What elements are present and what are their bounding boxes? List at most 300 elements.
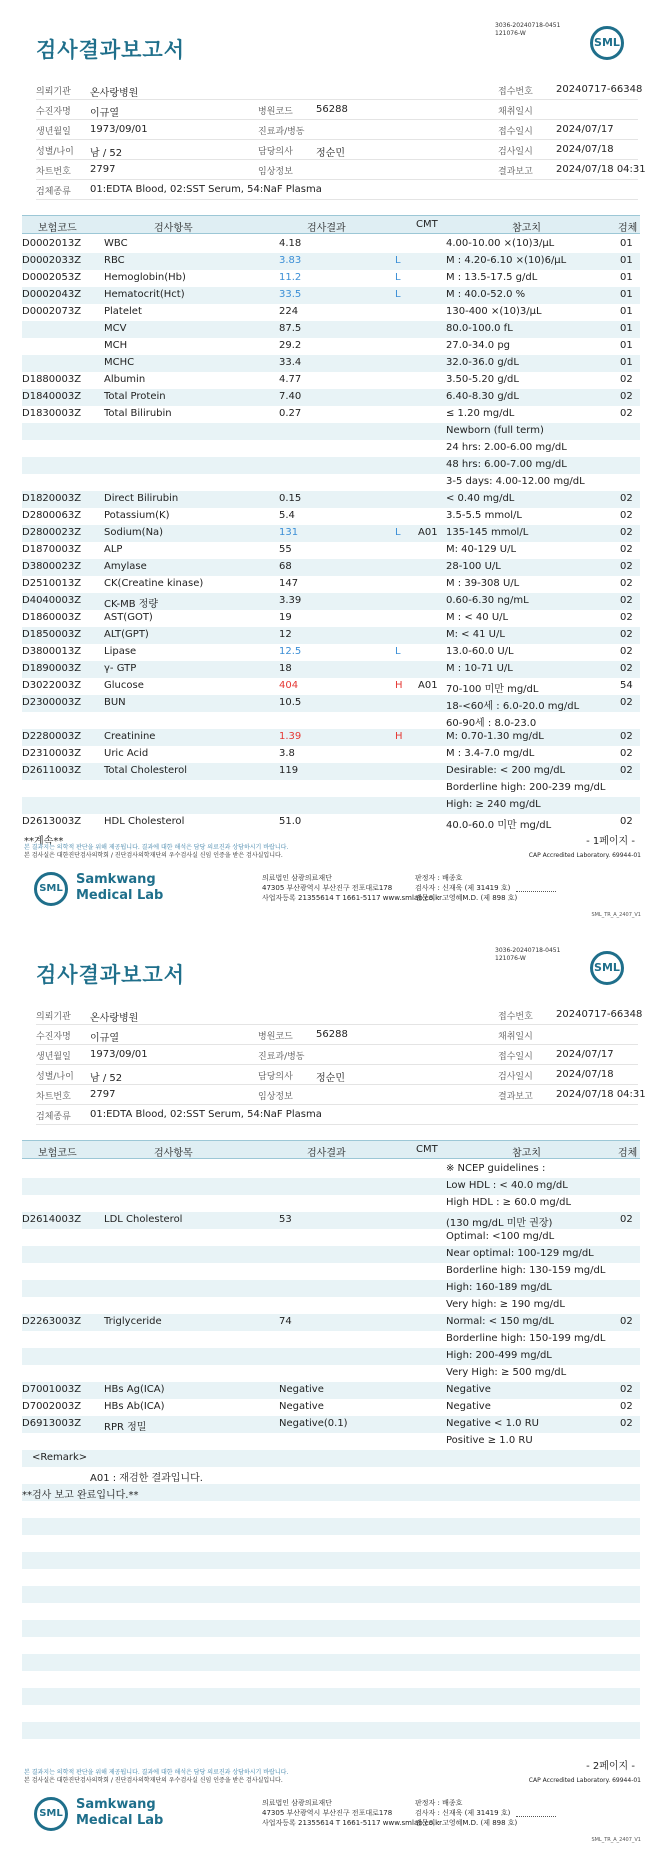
reference-range: 3.5-5.5 mmol/L: [446, 510, 522, 521]
table-row: [22, 1399, 640, 1416]
table-row: [22, 508, 640, 525]
test-result: 29.2: [279, 340, 302, 351]
remark-row: [22, 1467, 640, 1484]
test-code: D2800023Z: [22, 527, 82, 538]
test-result: Negative(0.1): [279, 1418, 348, 1429]
test-code: D6913003Z: [22, 1418, 82, 1429]
table-row: [22, 1535, 640, 1552]
table-row: [22, 321, 640, 338]
document-code-line2: 121076-W: [495, 30, 526, 37]
remark-row: [22, 1484, 640, 1501]
test-name: MCV: [104, 323, 127, 334]
table-row: [22, 1433, 640, 1450]
reference-range: 4.00-10.00 ×(10)3/μL: [446, 238, 555, 249]
table-row: [22, 1314, 640, 1331]
reference-range: Low HDL : < 40.0 mg/dL: [446, 1180, 568, 1191]
info-row: [36, 1065, 638, 1085]
table-row: [22, 559, 640, 576]
test-result: Negative: [279, 1384, 324, 1395]
test-result: 74: [279, 1316, 292, 1327]
table-row: [22, 1280, 640, 1297]
results-table-body: [22, 1161, 640, 1756]
table-row: [22, 372, 640, 389]
test-name: RBC: [104, 255, 125, 266]
table-row: [22, 695, 640, 712]
institution-label: 의뢰기관: [36, 87, 71, 97]
test-result: 3.8: [279, 748, 295, 759]
hospital-code-value: 56288: [316, 1029, 348, 1040]
test-code: D1870003Z: [22, 544, 82, 555]
test-code: D0002073Z: [22, 306, 82, 317]
report-date-value: 2024/07/18 04:31: [556, 164, 646, 175]
reference-range: M : 4.20-6.10 ×(10)6/μL: [446, 255, 567, 266]
table-row: [22, 1263, 640, 1280]
reference-range: M: < 41 U/L: [446, 629, 505, 640]
test-code: D7001003Z: [22, 1384, 82, 1395]
table-row: [22, 678, 640, 695]
reference-range: High: ≥ 240 mg/dL: [446, 799, 541, 810]
test-name: RPR 정밀: [104, 1422, 147, 1433]
header-specimen: 검체: [618, 1148, 638, 1159]
address-line: 47305 부산광역시 부산진구 전포대로178: [262, 1809, 393, 1817]
dept-label: 진료과/병동: [258, 1052, 305, 1062]
receipt-no-value: 20240717-66348: [556, 1009, 643, 1020]
table-row: [22, 610, 640, 627]
page-number: - 2페이지 -: [586, 1761, 635, 1772]
specimen-code: 01: [620, 238, 633, 249]
info-row: [36, 140, 638, 160]
test-code: D3800013Z: [22, 646, 82, 657]
test-result: 3.83: [279, 255, 302, 266]
cap-accreditation: CAP Accredited Laboratory. 69944-01: [528, 1777, 641, 1784]
specimen-value: 01:EDTA Blood, 02:SST Serum, 54:NaF Plasma: [90, 184, 322, 195]
test-code: D3022003Z: [22, 680, 82, 691]
table-row: [22, 1671, 640, 1688]
table-row: [22, 1620, 640, 1637]
company-line-1: Samkwang: [76, 1797, 156, 1812]
reference-range: 24 hrs: 2.00-6.00 mg/dL: [446, 442, 567, 453]
result-flag: H: [395, 680, 403, 691]
continued-marker: **계속**: [24, 836, 64, 847]
table-row: [22, 1501, 640, 1518]
table-row: [22, 1552, 640, 1569]
clinical-label: 임상정보: [258, 167, 293, 177]
table-row: [22, 1654, 640, 1671]
test-result: 119: [279, 765, 299, 776]
info-row: [36, 1085, 646, 1105]
sign-specialist: 전문의 : 고영혜M.D. (제 898 호): [415, 894, 518, 902]
report-date-label: 결과보고: [498, 167, 533, 177]
report-complete: **검사 보고 완료입니다.**: [22, 1490, 139, 1501]
specimen-code: 02: [620, 578, 633, 589]
form-version: SML_TR_A_2407_V1: [591, 912, 641, 918]
test-result: 3.39: [279, 595, 302, 606]
footer-signatures: [415, 1798, 556, 1828]
footer-logo-icon: SML: [34, 1797, 68, 1831]
remark-a01: A01 : 재검한 결과입니다.: [90, 1473, 203, 1484]
reference-range: M : < 40 U/L: [446, 612, 509, 623]
test-code: D3800023Z: [22, 561, 82, 572]
table-row: [22, 423, 640, 440]
results-table-body: [22, 236, 640, 831]
table-row: [22, 542, 640, 559]
company-line-2: Medical Lab: [76, 1813, 164, 1828]
test-code: D0002013Z: [22, 238, 82, 249]
table-row: [22, 1212, 640, 1229]
reference-range: ≤ 1.20 mg/dL: [446, 408, 515, 419]
test-code: D1820003Z: [22, 493, 82, 504]
reference-range: Borderline high: 200-239 mg/dL: [446, 782, 606, 793]
footer-company-name: [76, 1797, 163, 1829]
table-row: [22, 1195, 640, 1212]
test-name: CK(Creatine kinase): [104, 578, 204, 589]
hospital-code-label: 병원코드: [258, 107, 293, 117]
result-flag: L: [395, 272, 401, 283]
signature-mark: [516, 1809, 556, 1817]
result-flag: L: [395, 646, 401, 657]
reference-range: 27.0-34.0 pg: [446, 340, 511, 351]
header-ref: 참고치: [512, 1148, 541, 1159]
test-name: γ- GTP: [104, 663, 137, 674]
table-row: [22, 440, 640, 457]
institution-value: 온사랑병원: [90, 88, 139, 99]
reference-range: High: 160-189 mg/dL: [446, 1282, 552, 1293]
info-row: [36, 180, 638, 200]
test-code: D2614003Z: [22, 1214, 82, 1225]
test-result: 53: [279, 1214, 292, 1225]
specimen-code: 01: [620, 340, 633, 351]
table-row: [22, 1688, 640, 1705]
table-row: [22, 1586, 640, 1603]
table-row: [22, 491, 640, 508]
reference-range: 6.40-8.30 g/dL: [446, 391, 519, 402]
chart-label: 차트번호: [36, 167, 71, 177]
specimen-code: 02: [620, 646, 633, 657]
patient-label: 수진자명: [36, 107, 71, 117]
specimen-code: 01: [620, 323, 633, 334]
reference-range: Negative: [446, 1401, 491, 1412]
test-code: D2263003Z: [22, 1316, 82, 1327]
reference-range: M : 10-71 U/L: [446, 663, 513, 674]
form-version: SML_TR_A_2407_V1: [591, 1837, 641, 1843]
test-result: 19: [279, 612, 292, 623]
test-date-label: 검사일시: [498, 1072, 533, 1082]
sex-age-label: 성별/나이: [36, 1072, 74, 1082]
specimen-code: 02: [620, 374, 633, 385]
specimen-label: 검체종류: [36, 1112, 71, 1122]
footer-note-2: 본 검사실은 대한진단검사의학회 / 진단검사의학재단의 우수검사실 신임 인증을 받은 검사실입니다.: [24, 852, 283, 859]
foundation-name: 의료법인 삼광의료재단: [262, 874, 332, 882]
reference-range: 130-400 ×(10)3/μL: [446, 306, 542, 317]
table-row: [22, 525, 640, 542]
reference-range: Borderline high: 150-199 mg/dL: [446, 1333, 606, 1344]
specimen-code: 02: [620, 765, 633, 776]
reference-range: 32.0-36.0 g/dL: [446, 357, 519, 368]
business-line: 사업자등록 21355614 T 1661-5117 www.smlab.co.kr: [262, 1819, 443, 1827]
test-result: 18: [279, 663, 292, 674]
specimen-code: 02: [620, 731, 633, 742]
address-line: 47305 부산광역시 부산진구 전포대로178: [262, 884, 393, 892]
test-name: HBs Ab(ICA): [104, 1401, 165, 1412]
test-name: LDL Cholesterol: [104, 1214, 183, 1225]
reference-range: Negative: [446, 1384, 491, 1395]
cap-accreditation: CAP Accredited Laboratory. 69944-01: [528, 852, 641, 859]
doctor-value: 정순민: [316, 1073, 345, 1084]
result-flag: L: [395, 527, 401, 538]
test-name: MCH: [104, 340, 128, 351]
reference-range: M: 0.70-1.30 mg/dL: [446, 731, 544, 742]
test-code: D1850003Z: [22, 629, 82, 640]
reference-range: 70-100 미만 mg/dL: [446, 684, 539, 695]
test-name: Sodium(Na): [104, 527, 164, 538]
reference-range: M : 3.4-7.0 mg/dL: [446, 748, 535, 759]
header-cmt: CMT: [416, 1144, 438, 1155]
test-name: Platelet: [104, 306, 142, 317]
table-row: [22, 1637, 640, 1654]
reference-range: 3-5 days: 4.00-12.00 mg/dL: [446, 476, 585, 487]
remark-header: <Remark>: [32, 1452, 88, 1463]
chart-label: 차트번호: [36, 1092, 71, 1102]
test-result: 4.77: [279, 374, 302, 385]
company-line-2: Medical Lab: [76, 888, 164, 903]
specimen-value: 01:EDTA Blood, 02:SST Serum, 54:NaF Plasma: [90, 1109, 322, 1120]
table-row: [22, 627, 640, 644]
test-result: 10.5: [279, 697, 302, 708]
test-code: D0002053Z: [22, 272, 82, 283]
test-result: 12.5: [279, 646, 302, 657]
sex-age-label: 성별/나이: [36, 147, 74, 157]
test-name: Amylase: [104, 561, 147, 572]
test-name: Lipase: [104, 646, 137, 657]
sml-logo: SML: [590, 26, 624, 60]
specimen-code: 54: [620, 680, 633, 691]
specimen-code: 02: [620, 391, 633, 402]
test-name: Hematocrit(Hct): [104, 289, 185, 300]
table-row: [22, 814, 640, 831]
test-code: D2310003Z: [22, 748, 82, 759]
table-row: [22, 644, 640, 661]
test-code: D1860003Z: [22, 612, 82, 623]
reference-range: ※ NCEP guidelines :: [446, 1163, 546, 1174]
specimen-code: 02: [620, 697, 633, 708]
chart-value: 2797: [90, 1089, 116, 1100]
test-code: D0002043Z: [22, 289, 82, 300]
birth-label: 생년월일: [36, 127, 71, 137]
reference-range: M : 40.0-52.0 %: [446, 289, 526, 300]
table-row: [22, 304, 640, 321]
test-name: MCHC: [104, 357, 135, 368]
specimen-code: 01: [620, 272, 633, 283]
header-code: 보험코드: [38, 1148, 77, 1159]
specimen-code: 02: [620, 1418, 633, 1429]
signature-mark: [516, 884, 556, 892]
table-row: [22, 1569, 640, 1586]
test-date-label: 검사일시: [498, 147, 533, 157]
result-flag: H: [395, 731, 403, 742]
test-name: HBs Ag(ICA): [104, 1384, 165, 1395]
table-row: [22, 1246, 640, 1263]
info-row: [36, 80, 643, 100]
reference-range: Newborn (full term): [446, 425, 544, 436]
reference-range: 3.50-5.20 g/dL: [446, 374, 519, 385]
table-row: [22, 389, 640, 406]
test-name: Glucose: [104, 680, 144, 691]
reference-range: 13.0-60.0 U/L: [446, 646, 514, 657]
receipt-no-label: 접수번호: [498, 87, 533, 97]
receipt-date-value: 2024/07/17: [556, 1049, 614, 1060]
receipt-no-label: 접수번호: [498, 1012, 533, 1022]
document-code: [495, 22, 560, 38]
specimen-code: 02: [620, 629, 633, 640]
table-row: [22, 270, 640, 287]
header-name: 검사항목: [154, 223, 193, 234]
info-row: [36, 1105, 638, 1125]
test-name: Total Bilirubin: [104, 408, 172, 419]
specimen-code: 02: [620, 510, 633, 521]
reference-range: 80.0-100.0 fL: [446, 323, 513, 334]
header-name: 검사항목: [154, 1148, 193, 1159]
sign-judge: 판정자 : 배종호: [415, 1799, 463, 1807]
report-title: 검사결과보고서: [36, 38, 186, 62]
table-row: [22, 1365, 640, 1382]
test-code: D1880003Z: [22, 374, 82, 385]
birth-value: 1973/09/01: [90, 124, 148, 135]
result-flag: L: [395, 289, 401, 300]
report-page-2: [0, 925, 655, 1850]
table-row: [22, 1161, 640, 1178]
test-name: Albumin: [104, 374, 146, 385]
test-result: 51.0: [279, 816, 302, 827]
reference-range: Normal: < 150 mg/dL: [446, 1316, 554, 1327]
test-name: BUN: [104, 697, 126, 708]
sml-logo: SML: [590, 951, 624, 985]
table-row: [22, 1603, 640, 1620]
test-name: Total Cholesterol: [104, 765, 187, 776]
document-code-line2: 121076-W: [495, 955, 526, 962]
test-name: Hemoglobin(Hb): [104, 272, 186, 283]
receipt-date-label: 접수일시: [498, 127, 533, 137]
test-result: 7.40: [279, 391, 302, 402]
test-name: ALP: [104, 544, 123, 555]
reference-range: Positive ≥ 1.0 RU: [446, 1435, 533, 1446]
specimen-code: 01: [620, 306, 633, 317]
test-code: D0002033Z: [22, 255, 82, 266]
document-code: [495, 947, 560, 963]
table-row: [22, 763, 640, 780]
patient-value: 이규열: [90, 1033, 119, 1044]
document-code-line1: 3036-20240718-0451: [495, 947, 561, 954]
test-result: 68: [279, 561, 292, 572]
test-result: 5.4: [279, 510, 295, 521]
test-result: 224: [279, 306, 299, 317]
test-code: D2280003Z: [22, 731, 82, 742]
specimen-code: 02: [620, 544, 633, 555]
result-comment: A01: [418, 680, 438, 691]
test-code: D2611003Z: [22, 765, 82, 776]
header-cmt: CMT: [416, 219, 438, 230]
footer-note-1: 본 결과지는 의학적 판단을 위해 제공됩니다. 결과에 대한 해석은 담당 의료진과 상담하시기 바랍니다.: [24, 844, 289, 851]
test-result: 87.5: [279, 323, 302, 334]
reference-range: 60-90세 : 8.0-23.0: [446, 718, 537, 729]
specimen-code: 02: [620, 408, 633, 419]
receipt-date-value: 2024/07/17: [556, 124, 614, 135]
specimen-code: 02: [620, 1384, 633, 1395]
table-row: [22, 1518, 640, 1535]
test-code: D2300003Z: [22, 697, 82, 708]
table-row: [22, 712, 640, 729]
test-code: D1890003Z: [22, 663, 82, 674]
remark-row: [22, 1450, 640, 1467]
reference-range: Borderline high: 130-159 mg/dL: [446, 1265, 606, 1276]
reference-range: Desirable: < 200 mg/dL: [446, 765, 566, 776]
footer-signatures: [415, 873, 556, 903]
footer-note: [24, 844, 414, 860]
specimen-code: 01: [620, 289, 633, 300]
table-row: [22, 406, 640, 423]
reference-range: 18-<60세 : 6.0-20.0 mg/dL: [446, 701, 580, 712]
reference-range: Negative < 1.0 RU: [446, 1418, 539, 1429]
table-row: [22, 1416, 640, 1433]
receipt-date-label: 접수일시: [498, 1052, 533, 1062]
page-number: - 1페이지 -: [586, 836, 635, 847]
table-row: [22, 729, 640, 746]
collection-date-label: 채취일시: [498, 107, 533, 117]
table-row: [22, 1722, 640, 1739]
business-line: 사업자등록 21355614 T 1661-5117 www.smlab.co.kr: [262, 894, 443, 902]
foundation-name: 의료법인 삼광의료재단: [262, 1799, 332, 1807]
reference-range: M : 39-308 U/L: [446, 578, 520, 589]
table-row: [22, 253, 640, 270]
test-name: AST(GOT): [104, 612, 153, 623]
reference-range: 40.0-60.0 미만 mg/dL: [446, 820, 552, 831]
result-comment: A01: [418, 527, 438, 538]
specimen-code: 02: [620, 1214, 633, 1225]
header-result: 검사결과: [307, 223, 346, 234]
footer-note: [24, 1769, 414, 1785]
test-code: D1830003Z: [22, 408, 82, 419]
test-result: 33.4: [279, 357, 302, 368]
reference-range: < 0.40 mg/dL: [446, 493, 515, 504]
reference-range: 28-100 U/L: [446, 561, 501, 572]
test-result: 1.39: [279, 731, 302, 742]
table-row: [22, 474, 640, 491]
table-row: [22, 1382, 640, 1399]
specimen-code: 02: [620, 1316, 633, 1327]
sex-age-value: 남 / 52: [90, 1073, 123, 1084]
info-row: [36, 1005, 643, 1025]
test-name: Uric Acid: [104, 748, 149, 759]
test-code: D7002003Z: [22, 1401, 82, 1412]
hospital-code-label: 병원코드: [258, 1032, 293, 1042]
institution-value: 온사랑병원: [90, 1013, 139, 1024]
test-result: 4.18: [279, 238, 302, 249]
table-row: [22, 1705, 640, 1722]
reference-range: Near optimal: 100-129 mg/dL: [446, 1248, 594, 1259]
chart-value: 2797: [90, 164, 116, 175]
test-date-value: 2024/07/18: [556, 144, 614, 155]
table-row: [22, 746, 640, 763]
info-row: [36, 100, 638, 120]
test-name: CK-MB 정량: [104, 599, 159, 610]
table-row: [22, 780, 640, 797]
reference-range: 135-145 mmol/L: [446, 527, 529, 538]
test-code: D2613003Z: [22, 816, 82, 827]
test-date-value: 2024/07/18: [556, 1069, 614, 1080]
table-row: [22, 661, 640, 678]
header-ref: 참고치: [512, 223, 541, 234]
company-line-1: Samkwang: [76, 872, 156, 887]
report-date-label: 결과보고: [498, 1092, 533, 1102]
